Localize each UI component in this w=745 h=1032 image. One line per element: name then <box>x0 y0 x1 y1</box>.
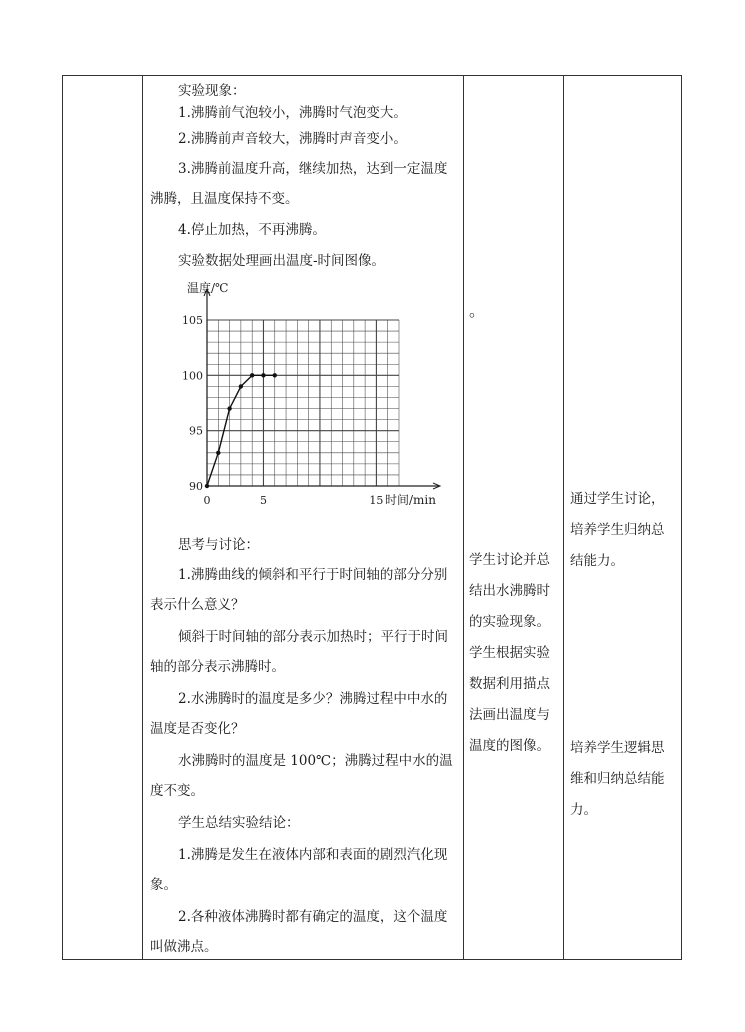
data-point <box>216 451 220 455</box>
column-divider-3 <box>563 75 564 960</box>
student-activity-dot: 。 <box>469 301 486 320</box>
y-tick-label: 105 <box>182 314 203 327</box>
design-intent-b <box>570 733 678 826</box>
section-heading: 实验现象： <box>178 83 246 99</box>
x-tick-label: 0 <box>203 494 211 507</box>
chart-intro: 实验数据处理画出温度-时间图像。 <box>178 253 386 269</box>
discussion-heading: 思考与讨论： <box>178 537 259 553</box>
question-2-cont: 温度是否变化？ <box>150 721 245 737</box>
activity-line: 结出水沸腾时 <box>469 583 550 599</box>
data-point <box>273 373 277 377</box>
conclusion-2: 2.各种液体沸腾时都有确定的温度，这个温度 <box>178 909 448 925</box>
design-intent-a <box>570 484 678 577</box>
y-tick-label: 90 <box>189 480 203 493</box>
observation-3: 3.沸腾前温度升高，继续加热，达到一定温度 <box>178 161 448 177</box>
student-activity-cell <box>469 545 561 762</box>
intent-line: 力。 <box>570 802 597 818</box>
conclusion-1-cont: 象。 <box>150 877 177 893</box>
activity-line: 温度的图像。 <box>469 738 550 754</box>
intent-line: 维和归纳总结能 <box>570 771 665 787</box>
column-divider-1 <box>142 75 143 960</box>
data-point <box>261 373 265 377</box>
column-divider-2 <box>463 75 464 960</box>
answer-1: 倾斜于时间轴的部分表示加热时；平行于时间 <box>178 629 448 645</box>
activity-line: 法画出温度与 <box>469 707 550 723</box>
y-axis-label: 温度/℃ <box>187 281 229 295</box>
observation-3-cont: 沸腾，且温度保持不变。 <box>150 191 299 207</box>
activity-line: 学生根据实验 <box>469 645 550 661</box>
answer-2-cont: 度不变。 <box>150 783 204 799</box>
question-2: 2.水沸腾时的温度是多少？沸腾过程中中水的 <box>178 691 448 707</box>
answer-1-cont: 轴的部分表示沸腾时。 <box>150 659 285 675</box>
intent-line: 培养学生逻辑思 <box>570 740 665 756</box>
question-1-cont: 表示什么意义？ <box>150 597 245 613</box>
data-point <box>250 373 254 377</box>
answer-2: 水沸腾时的温度是 100℃；沸腾过程中水的温 <box>178 753 453 769</box>
activity-line: 数据利用描点 <box>469 676 550 692</box>
y-tick-label: 95 <box>189 424 203 438</box>
x-axis-label: 时间/min <box>385 493 436 507</box>
data-point <box>239 384 243 388</box>
observation-2: 2.沸腾前声音较大，沸腾时声音变小。 <box>178 131 407 147</box>
conclusion-2-cont: 叫做沸点。 <box>150 939 218 955</box>
observation-1: 1.沸腾前气泡较小，沸腾时气泡变大。 <box>178 105 407 121</box>
x-tick-label: 15 <box>369 494 384 507</box>
intent-line: 培养学生归纳总 <box>570 522 665 538</box>
data-point <box>205 484 209 488</box>
question-1: 1.沸腾曲线的倾斜和平行于时间轴的部分分别 <box>178 567 448 583</box>
intent-line: 结能力。 <box>570 553 624 569</box>
intent-line: 通过学生讨论， <box>570 491 665 507</box>
activity-line: 学生讨论并总 <box>469 552 550 568</box>
data-point <box>227 406 231 410</box>
y-tick-label: 100 <box>182 369 203 383</box>
temperature-time-chart <box>180 280 450 515</box>
conclusion-heading: 学生总结实验结论： <box>178 815 300 831</box>
activity-line: 的实验现象。 <box>469 614 550 630</box>
x-tick-label: 5 <box>259 494 267 507</box>
observation-4: 4.停止加热，不再沸腾。 <box>178 222 326 238</box>
conclusion-1: 1.沸腾是发生在液体内部和表面的剧烈汽化现 <box>178 847 448 863</box>
